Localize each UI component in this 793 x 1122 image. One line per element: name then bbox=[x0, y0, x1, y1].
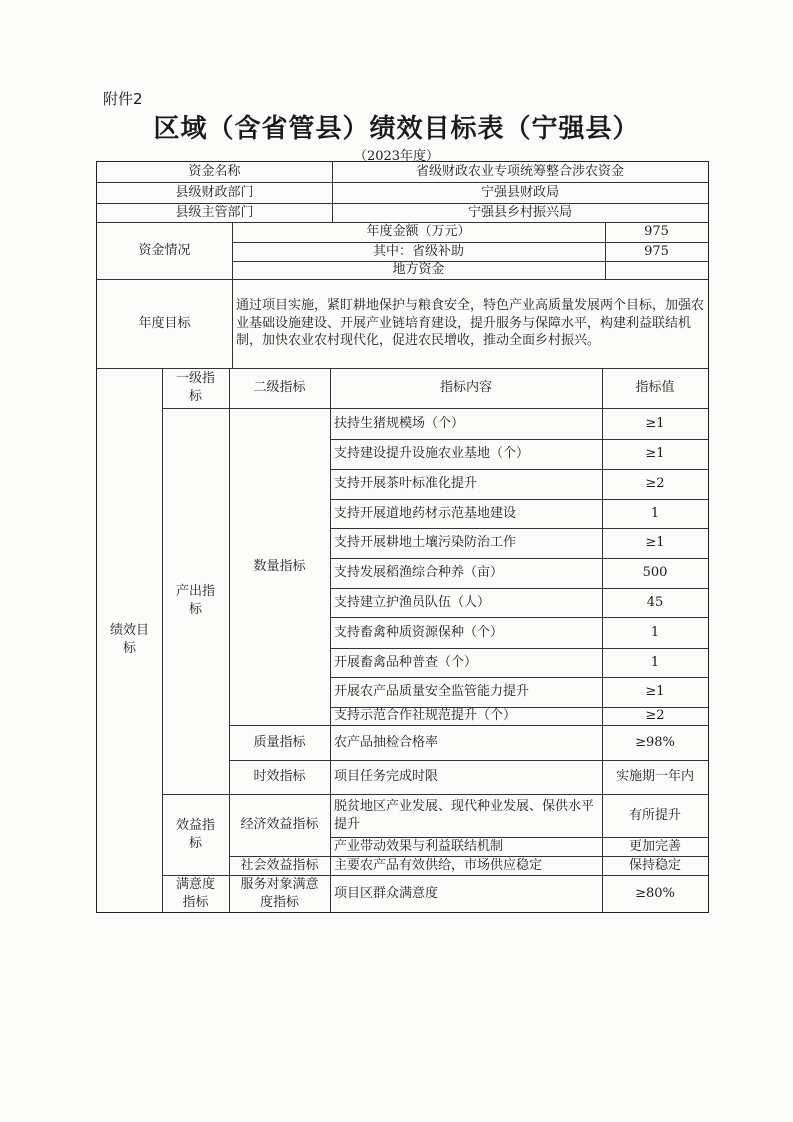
funding-provincial-label: 其中：省级补助 bbox=[372, 243, 464, 259]
economic-item-value: 有所提升 bbox=[628, 807, 681, 823]
quantity-item-value: 45 bbox=[646, 594, 664, 610]
quantity-item-value: ≥2 bbox=[645, 708, 665, 724]
quantity-item-content: 支持畜禽种质资源保种（个） bbox=[334, 624, 504, 640]
quantity-item-value: ≥1 bbox=[645, 415, 665, 431]
competent-dept-label: 县级主管部门 bbox=[175, 204, 254, 220]
timeliness-content: 项目任务完成时限 bbox=[334, 769, 439, 785]
finance-dept-value: 宁强县财政局 bbox=[480, 184, 559, 200]
quantity-item-value: ≥1 bbox=[645, 446, 665, 462]
performance-table bbox=[96, 161, 709, 913]
header-value: 指标值 bbox=[635, 380, 675, 396]
funding-provincial-value: 975 bbox=[644, 243, 669, 259]
performance-label: 绩效目标 bbox=[109, 623, 149, 656]
year-label: （2023年度） bbox=[353, 149, 440, 164]
fund-name-label: 资金名称 bbox=[188, 164, 241, 180]
quantity-item-value: ≥1 bbox=[645, 684, 665, 700]
quantity-indicator-label: 数量指标 bbox=[253, 558, 306, 574]
quantity-item-content: 开展畜禽品种普查（个） bbox=[334, 654, 478, 670]
output-indicator-label: 产出指标 bbox=[176, 584, 216, 617]
timeliness-value: 实施期一年内 bbox=[615, 769, 694, 785]
finance-dept-label: 县级财政部门 bbox=[175, 184, 254, 200]
quality-content: 农产品抽检合格率 bbox=[334, 734, 439, 750]
funding-local-value bbox=[605, 261, 708, 279]
quantity-item-content: 支持发展稻渔综合种养（亩） bbox=[334, 565, 504, 581]
satisfaction-level2-label: 服务对象满意度指标 bbox=[240, 876, 319, 910]
quantity-item-content: 开展农产品质量安全监管能力提升 bbox=[334, 684, 530, 700]
economic-item-content: 脱贫地区产业发展、现代种业发展、保供水平提升 bbox=[334, 798, 595, 832]
quantity-item-value: ≥2 bbox=[645, 476, 665, 492]
quantity-item-value: ≥1 bbox=[645, 535, 665, 551]
quantity-item-value: 1 bbox=[650, 654, 660, 670]
quantity-item-content: 支持建立护渔员队伍（人） bbox=[334, 594, 491, 610]
economic-item-content: 产业带动效果与利益联结机制 bbox=[334, 838, 504, 854]
quantity-item-value: 1 bbox=[650, 624, 660, 640]
fund-name-value: 省级财政农业专项统筹整合涉农资金 bbox=[415, 164, 624, 180]
quantity-item-content: 支持开展道地药材示范基地建设 bbox=[334, 505, 517, 521]
social-content: 主要农产品有效供给，市场供应稳定 bbox=[334, 857, 543, 873]
timeliness-indicator-label: 时效指标 bbox=[253, 769, 306, 785]
quantity-item-value: 1 bbox=[650, 505, 660, 521]
quantity-item-value: 500 bbox=[642, 565, 668, 581]
funding-annual-value: 975 bbox=[644, 224, 669, 240]
header-content: 指标内容 bbox=[439, 380, 492, 396]
quantity-item-content: 支持示范合作社规范提升（个） bbox=[334, 708, 517, 724]
economic-item-value: 更加完善 bbox=[628, 838, 681, 854]
header-level1: 一级指标 bbox=[176, 371, 216, 404]
annual-goal-label: 年度目标 bbox=[138, 315, 191, 331]
quantity-item-content: 扶持生猪规模场（个） bbox=[334, 415, 465, 431]
funding-label: 资金情况 bbox=[138, 242, 191, 258]
satisfaction-indicator-label: 满意度指标 bbox=[175, 876, 215, 910]
economic-indicator-label: 经济效益指标 bbox=[240, 817, 319, 833]
annual-goal-text: 通过项目实施，紧盯耕地保护与粮食安全，特色产业高质量发展两个目标，加强农业基础设施建设、开展产业链培育建设，提升服务与保障水平，构建利益联结机制，加快农业农村现代化，促进农民增收，推动全面乡村振兴。 bbox=[236, 298, 705, 349]
satisfaction-content: 项目区群众满意度 bbox=[334, 885, 439, 901]
competent-dept-value: 宁强县乡村振兴局 bbox=[467, 204, 572, 220]
quality-value: ≥98% bbox=[635, 734, 675, 750]
funding-annual-label: 年度金额（万元） bbox=[366, 224, 471, 240]
quantity-item-content: 支持开展茶叶标准化提升 bbox=[334, 476, 478, 492]
satisfaction-value: ≥80% bbox=[635, 885, 675, 901]
header-level2: 二级指标 bbox=[253, 380, 306, 396]
quantity-item-content: 支持开展耕地土壤污染防治工作 bbox=[334, 535, 517, 551]
social-value: 保持稳定 bbox=[628, 857, 681, 873]
social-indicator-label: 社会效益指标 bbox=[240, 857, 319, 873]
page-title: 区域（含省管县）绩效目标表（宁强县） bbox=[153, 114, 640, 144]
attachment-label: 附件2 bbox=[103, 90, 143, 108]
funding-local-label: 地方资金 bbox=[392, 262, 445, 278]
benefit-indicator-label: 效益指标 bbox=[176, 817, 216, 851]
quality-indicator-label: 质量指标 bbox=[253, 734, 306, 750]
quantity-item-content: 支持建设提升设施农业基地（个） bbox=[334, 446, 530, 462]
